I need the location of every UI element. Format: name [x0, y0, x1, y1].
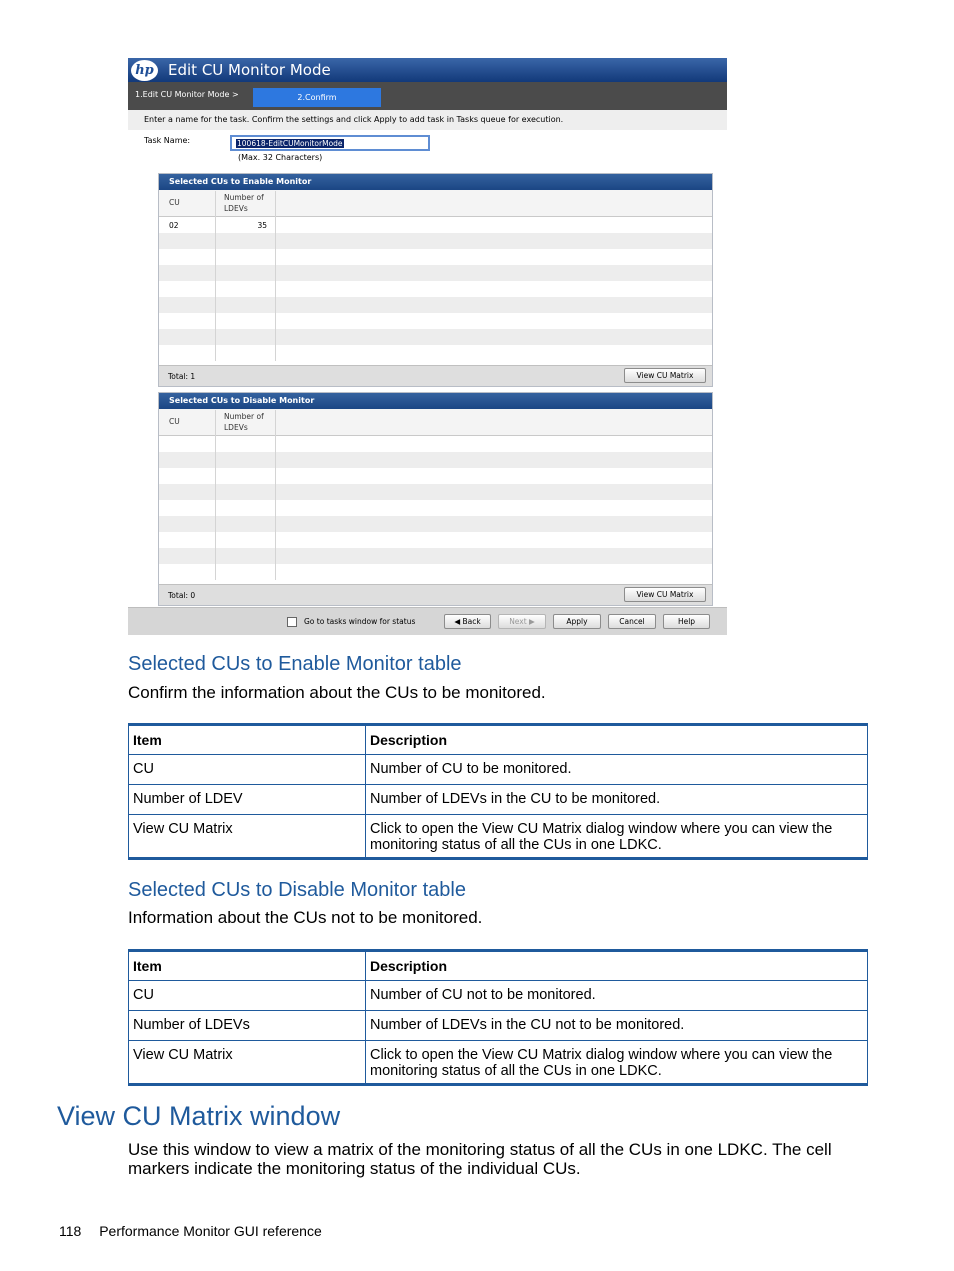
header-item: Item [129, 725, 366, 755]
ldev-count-cell: 35 [257, 221, 267, 230]
description-cell: Number of LDEVs in the CU to be monitored. [366, 785, 868, 815]
disable-total: Total: 0 [168, 591, 196, 600]
task-name-value: 100618-EditCUMonitorMode [237, 139, 343, 148]
wizard-step-2-current: 2.Confirm [253, 88, 381, 107]
table-row[interactable] [159, 548, 712, 564]
table-row [129, 1041, 868, 1085]
cu-cell: 02 [169, 221, 179, 230]
enable-table-footer [159, 365, 712, 386]
enable-monitor-table [158, 173, 713, 387]
enable-column-headers [159, 190, 712, 217]
section-body: Use this window to view a matrix of the monitoring status of all the CUs in one LDKC. The cell markers indicate the monitoring status of the individual CUs. [128, 1140, 832, 1178]
disable-table-heading: Selected CUs to Disable Monitor table [128, 879, 466, 901]
next-button[interactable]: Next ▶ [498, 614, 546, 629]
apply-button[interactable]: Apply [553, 614, 601, 629]
table-row[interactable] [159, 217, 712, 233]
view-cu-matrix-button[interactable]: View CU Matrix [624, 368, 706, 383]
table-row[interactable] [159, 532, 712, 548]
go-to-tasks-checkbox[interactable] [287, 617, 297, 627]
description-cell: Number of CU to be monitored. [366, 755, 868, 785]
table-row [129, 815, 868, 859]
hp-logo: hp [131, 60, 158, 81]
dialog-titlebar [128, 58, 727, 82]
table-row[interactable] [159, 564, 712, 580]
table-row[interactable] [159, 249, 712, 265]
enable-monitor-table-header: Selected CUs to Enable Monitor [159, 174, 712, 190]
view-cu-matrix-button[interactable]: View CU Matrix [624, 587, 706, 602]
table-row[interactable] [159, 452, 712, 468]
help-button[interactable]: Help [663, 614, 710, 629]
column-divider [215, 191, 216, 361]
description-cell: Click to open the View CU Matrix dialog window where you can view the monitoring status of all the CUs in one LDKC. [366, 1041, 868, 1085]
item-cell: Number of LDEVs [129, 1011, 366, 1041]
table-row[interactable] [159, 265, 712, 281]
table-row[interactable] [159, 313, 712, 329]
column-divider [275, 191, 276, 361]
item-cell: CU [129, 981, 366, 1011]
dialog-button-bar [128, 607, 727, 635]
footer-text: Performance Monitor GUI reference [99, 1223, 322, 1239]
column-header-cu[interactable]: CU [169, 417, 180, 426]
table-row [129, 785, 868, 815]
disable-monitor-table [158, 392, 713, 606]
table-row[interactable] [159, 233, 712, 249]
enable-table-intro: Confirm the information about the CUs to be monitored. [128, 683, 546, 702]
table-row [129, 981, 868, 1011]
description-cell: Click to open the View CU Matrix dialog window where you can view the monitoring status of all the CUs in one LDKC. [366, 815, 868, 859]
item-cell: Number of LDEV [129, 785, 366, 815]
enable-total: Total: 1 [168, 372, 196, 381]
header-description: Description [366, 725, 868, 755]
enable-table-heading: Selected CUs to Enable Monitor table [128, 653, 462, 675]
column-divider [275, 410, 276, 580]
column-header-number-of-ldevs[interactable]: Number of LDEVs [224, 412, 264, 432]
column-divider [215, 410, 216, 580]
item-cell: CU [129, 755, 366, 785]
column-header-cu[interactable]: CU [169, 198, 180, 207]
table-row[interactable] [159, 297, 712, 313]
header-item: Item [129, 951, 366, 981]
table-header-row [129, 951, 868, 981]
disable-table-footer [159, 584, 712, 605]
go-to-tasks-label: Go to tasks window for status [304, 617, 416, 626]
table-row[interactable] [159, 516, 712, 532]
section-title: View CU Matrix window [57, 1101, 341, 1131]
task-name-label: Task Name: [144, 136, 191, 145]
table-row[interactable] [159, 329, 712, 345]
page-footer [59, 1223, 322, 1239]
enable-description-table [128, 723, 868, 860]
description-cell: Number of LDEVs in the CU not to be monitored. [366, 1011, 868, 1041]
disable-monitor-table-header: Selected CUs to Disable Monitor [159, 393, 712, 409]
disable-column-headers [159, 409, 712, 436]
item-cell: View CU Matrix [129, 815, 366, 859]
table-row[interactable] [159, 500, 712, 516]
table-row [129, 755, 868, 785]
disable-table-rows [159, 436, 712, 584]
back-button[interactable]: ◀ Back [444, 614, 491, 629]
disable-table-intro: Information about the CUs not to be monitored. [128, 908, 483, 927]
item-cell: View CU Matrix [129, 1041, 366, 1085]
header-description: Description [366, 951, 868, 981]
task-name-max-note: (Max. 32 Characters) [238, 153, 323, 162]
description-cell: Number of CU not to be monitored. [366, 981, 868, 1011]
wizard-step-bar [128, 82, 727, 110]
table-row[interactable] [159, 484, 712, 500]
instruction-text: Enter a name for the task. Confirm the settings and click Apply to add task in Tasks queue for execution. [128, 110, 727, 130]
cancel-button[interactable]: Cancel [608, 614, 656, 629]
enable-table-rows [159, 217, 712, 365]
table-header-row [129, 725, 868, 755]
table-row[interactable] [159, 468, 712, 484]
table-row[interactable] [159, 281, 712, 297]
edit-cu-monitor-mode-dialog [128, 58, 727, 635]
table-row[interactable] [159, 345, 712, 361]
table-row[interactable] [159, 436, 712, 452]
task-name-input[interactable] [230, 135, 430, 151]
page-number: 118 [59, 1223, 82, 1239]
column-header-number-of-ldevs[interactable]: Number of LDEVs [224, 193, 264, 213]
dialog-title: Edit CU Monitor Mode [168, 61, 331, 79]
disable-description-table [128, 949, 868, 1086]
table-row [129, 1011, 868, 1041]
wizard-step-1[interactable]: 1.Edit CU Monitor Mode > [135, 90, 239, 99]
